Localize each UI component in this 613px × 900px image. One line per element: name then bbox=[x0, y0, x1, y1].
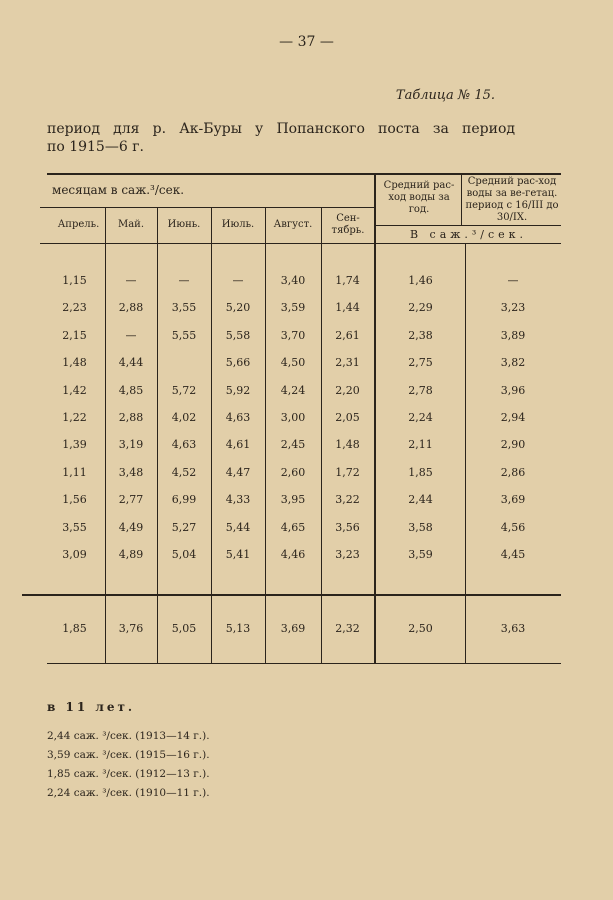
table-cell: 5,66 bbox=[225, 356, 251, 370]
col-header: Июнь. bbox=[167, 219, 201, 230]
table-cell: 3,95 bbox=[280, 493, 306, 507]
table-cell: 5,55 bbox=[171, 328, 197, 342]
table-cell: 4,63 bbox=[171, 438, 197, 452]
average-cell: 5,13 bbox=[225, 622, 251, 635]
table-cell: — bbox=[507, 274, 519, 287]
table-cell: 3,19 bbox=[118, 438, 144, 452]
table-cell: 2,78 bbox=[408, 383, 433, 397]
table-cell: 1,39 bbox=[62, 438, 87, 452]
table-cell: 5,44 bbox=[225, 520, 251, 534]
table-cell: 4,61 bbox=[225, 438, 251, 452]
footer-note: 1,85 саж. ³/сек. (1912—13 г.). bbox=[47, 768, 210, 780]
footer-note: 2,44 саж. ³/сек. (1913—14 г.). bbox=[47, 730, 210, 742]
table-cell: 3,96 bbox=[500, 383, 526, 397]
footer-note: 3,59 саж. ³/сек. (1915—16 г.). bbox=[47, 749, 210, 761]
table-cell: 3,89 bbox=[500, 328, 526, 342]
col-header: Май. bbox=[117, 219, 145, 230]
col-header: Сен-тябрь. bbox=[331, 213, 365, 236]
table-cell: 3,55 bbox=[62, 520, 87, 534]
group-header: месяцам в саж.³/сек. bbox=[52, 183, 185, 197]
table-cell: 5,92 bbox=[225, 383, 251, 397]
table-cell: 3,69 bbox=[500, 493, 526, 507]
table-cell: 2,60 bbox=[280, 465, 306, 479]
heading-line1: период для р. Ак-Буры у Попанского поста за период bbox=[47, 121, 515, 137]
table-cell: 5,41 bbox=[225, 548, 251, 561]
table-cell: 3,23 bbox=[335, 548, 360, 561]
col-header: Июль. bbox=[221, 219, 255, 230]
table-cell: 1,56 bbox=[62, 493, 87, 507]
table-cell: 1,42 bbox=[62, 383, 87, 397]
average-cell: 5,05 bbox=[171, 622, 197, 635]
table-cell: 3,09 bbox=[62, 548, 87, 561]
table-cell: 3,40 bbox=[280, 274, 306, 287]
table-cell: — bbox=[125, 274, 137, 287]
average-cell: 3,69 bbox=[280, 622, 306, 635]
table-cell: 4,44 bbox=[118, 356, 144, 370]
table-cell: 2,61 bbox=[335, 328, 360, 342]
table-cell: 3,48 bbox=[118, 465, 144, 479]
table-cell: 2,38 bbox=[408, 328, 433, 342]
table-cell: 6,99 bbox=[171, 493, 197, 507]
table-cell: 2,90 bbox=[500, 438, 526, 452]
rule-group bbox=[40, 207, 376, 208]
table-cell: — bbox=[125, 328, 137, 342]
table-cell: 4,89 bbox=[118, 548, 144, 561]
table-cell: 5,04 bbox=[171, 548, 197, 561]
table-cell: 1,48 bbox=[62, 356, 87, 370]
table-cell: 3,59 bbox=[280, 301, 306, 315]
table-cell: 3,82 bbox=[500, 356, 526, 370]
table-cell: 5,72 bbox=[171, 383, 197, 397]
table-cell: 3,58 bbox=[408, 520, 433, 534]
table-cell: 4,49 bbox=[118, 520, 144, 534]
table-cell: 4,33 bbox=[225, 493, 251, 507]
table-cell: 2,88 bbox=[118, 301, 144, 315]
table-cell: 4,47 bbox=[225, 465, 251, 479]
table-cell: 2,77 bbox=[118, 493, 144, 507]
table-cell: 1,22 bbox=[62, 411, 87, 424]
table-cell: 2,94 bbox=[500, 411, 526, 424]
rule-units bbox=[376, 225, 561, 226]
table-cell: — bbox=[178, 274, 190, 287]
table-cell: 3,70 bbox=[280, 328, 306, 342]
table-cell: 3,00 bbox=[280, 411, 306, 424]
rule-totals-top bbox=[22, 594, 561, 596]
average-cell: 3,63 bbox=[500, 622, 526, 635]
table-cell: 3,55 bbox=[171, 301, 197, 315]
table-cell: 4,56 bbox=[500, 520, 526, 534]
table-cell: 2,44 bbox=[408, 493, 433, 507]
average-cell: 2,50 bbox=[408, 622, 433, 635]
table-cell: 2,86 bbox=[500, 465, 526, 479]
table-cell: 2,20 bbox=[335, 383, 360, 397]
season-header: Средний рас-ход воды за ве-гетац. период с 16/III до 30/IX. bbox=[465, 176, 559, 223]
table-cell: 2,88 bbox=[118, 411, 144, 424]
table-cell: 5,27 bbox=[171, 520, 197, 534]
table-cell: 4,46 bbox=[280, 548, 306, 561]
table-cell: 4,50 bbox=[280, 356, 306, 370]
table-cell: 3,22 bbox=[335, 493, 360, 507]
col-header: Август. bbox=[273, 219, 313, 230]
table-cell: 2,29 bbox=[408, 301, 433, 315]
table-cell: 1,85 bbox=[408, 465, 433, 479]
table-cell: 4,85 bbox=[118, 383, 144, 397]
table-cell: 3,59 bbox=[408, 548, 433, 561]
table-cell: 2,31 bbox=[335, 356, 360, 370]
col-header: Апрель. bbox=[57, 219, 100, 230]
table-cell: 4,52 bbox=[171, 465, 197, 479]
table-cell: 1,15 bbox=[62, 274, 87, 287]
table-cell: 1,74 bbox=[335, 274, 360, 287]
average-cell: 1,85 bbox=[62, 622, 87, 635]
table-cell: 3,23 bbox=[500, 301, 526, 315]
table-cell: 1,48 bbox=[335, 438, 360, 452]
table-cell: 1,11 bbox=[62, 465, 87, 479]
table-cell: 4,45 bbox=[500, 548, 526, 561]
table-cell: 2,05 bbox=[335, 411, 360, 424]
footer-title: в 11 лет. bbox=[47, 700, 136, 714]
table-cell: 2,23 bbox=[62, 301, 87, 315]
table-cell: 4,65 bbox=[280, 520, 306, 534]
units-header: В саж.³/сек. bbox=[409, 228, 528, 241]
table-cell: 4,02 bbox=[171, 411, 197, 424]
average-cell: 2,32 bbox=[335, 622, 360, 635]
table-cell: 3,56 bbox=[335, 520, 360, 534]
table-cell: 5,20 bbox=[225, 301, 251, 315]
annual-header: Средний рас-ход воды за год. bbox=[383, 180, 455, 215]
table-cell: 2,24 bbox=[408, 411, 433, 424]
heading-line2: по 1915—6 г. bbox=[47, 139, 144, 155]
table-cell: 1,72 bbox=[335, 465, 360, 479]
table-cell: 1,44 bbox=[335, 301, 360, 315]
table-cell: 2,75 bbox=[408, 356, 433, 370]
average-cell: 3,76 bbox=[118, 622, 144, 635]
table-cell: 2,11 bbox=[408, 438, 433, 452]
rule-header-bottom bbox=[40, 243, 561, 244]
table-cell: 4,24 bbox=[280, 383, 306, 397]
table-cell: 2,45 bbox=[280, 438, 306, 452]
page-number: — 37 — bbox=[279, 34, 334, 50]
table-cell: 1,46 bbox=[408, 274, 433, 287]
rule-top bbox=[47, 173, 561, 175]
vrule bbox=[461, 175, 462, 225]
table-cell: 4,63 bbox=[225, 411, 251, 424]
table-cell: — bbox=[232, 274, 244, 287]
footer-note: 2,24 саж. ³/сек. (1910—11 г.). bbox=[47, 787, 210, 799]
table-cell: 5,58 bbox=[225, 328, 251, 342]
table-caption: Таблица № 15. bbox=[395, 88, 495, 103]
table-cell: 2,15 bbox=[62, 328, 87, 342]
rule-bottom bbox=[47, 663, 561, 664]
